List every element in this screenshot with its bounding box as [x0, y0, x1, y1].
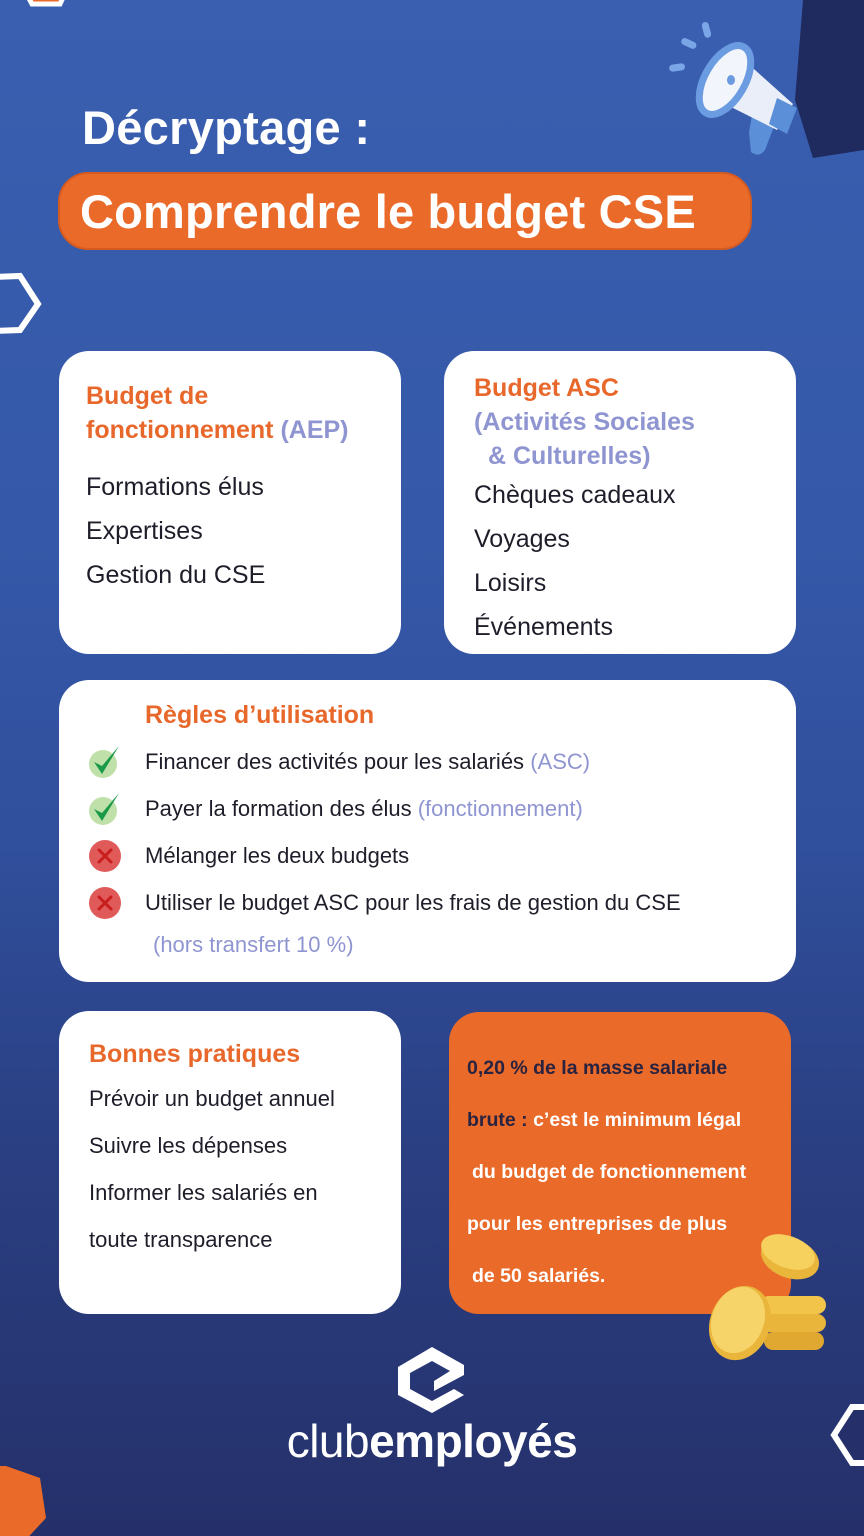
card-budget-asc: [444, 351, 796, 654]
check-icon: [87, 744, 123, 780]
list-item: Loisirs: [474, 569, 547, 597]
page-subtitle: Comprendre le budget CSE: [80, 184, 696, 238]
coins-icon: [700, 1228, 830, 1368]
cross-icon: [87, 885, 123, 921]
rule-allowed: Payer la formation des élus (fonctionnement): [145, 785, 796, 832]
list-item: Événements: [474, 613, 613, 641]
brand-logo-text: clubemployés: [286, 1415, 578, 1467]
list-item: Suivre les dépenses: [89, 1133, 288, 1158]
list-item: Expertises: [86, 517, 203, 545]
card-rules: [59, 680, 796, 982]
list-item: toute transparence: [89, 1227, 273, 1252]
hexagon-decoration: [12, 0, 78, 28]
card-title: Bonnes pratiques: [89, 1040, 301, 1068]
rule-forbidden: Mélanger les deux budgets: [145, 832, 796, 879]
hexagon-outline-decoration: [0, 272, 42, 336]
card-title: Budget de fonctionnement (AEP): [86, 382, 349, 444]
rule-footnote: (hors transfert 10 %): [153, 932, 354, 957]
hexagon-decoration: [0, 1466, 46, 1536]
list-item: Prévoir un budget annuel: [89, 1086, 335, 1111]
card-title: Budget ASC (Activités Sociales & Culturelles): [474, 374, 695, 470]
check-icon: [87, 791, 123, 827]
rule-allowed: Financer des activités pour les salariés (ASC): [145, 738, 796, 785]
card-title-suffix: (AEP): [280, 416, 349, 444]
list-item: Informer les salariés en: [89, 1180, 318, 1205]
brand-logo-icon: [394, 1345, 470, 1415]
card-budget-fonctionnement: [59, 351, 401, 654]
page-title: Décryptage :: [82, 101, 371, 154]
rule-forbidden: Utiliser le budget ASC pour les frais de gestion du CSE: [145, 879, 796, 926]
card-list: [474, 473, 796, 649]
list-item: Voyages: [474, 525, 570, 553]
cross-icon: [87, 838, 123, 874]
card-title: Règles d’utilisation: [145, 701, 375, 729]
card-list: [86, 465, 401, 597]
page-subtitle-banner: [58, 172, 752, 250]
list-item: Formations élus: [86, 473, 264, 501]
list-item: Chèques cadeaux: [474, 481, 676, 509]
list-item: Gestion du CSE: [86, 561, 266, 589]
megaphone-icon: [665, 12, 815, 162]
card-good-practices: [59, 1011, 401, 1314]
card-legal-minimum: 0,20 % de la masse salariale brute : c’est le minimum légal du budget de fonctionnement pour les entreprises de plus de 50 salariés.: [449, 1012, 791, 1314]
